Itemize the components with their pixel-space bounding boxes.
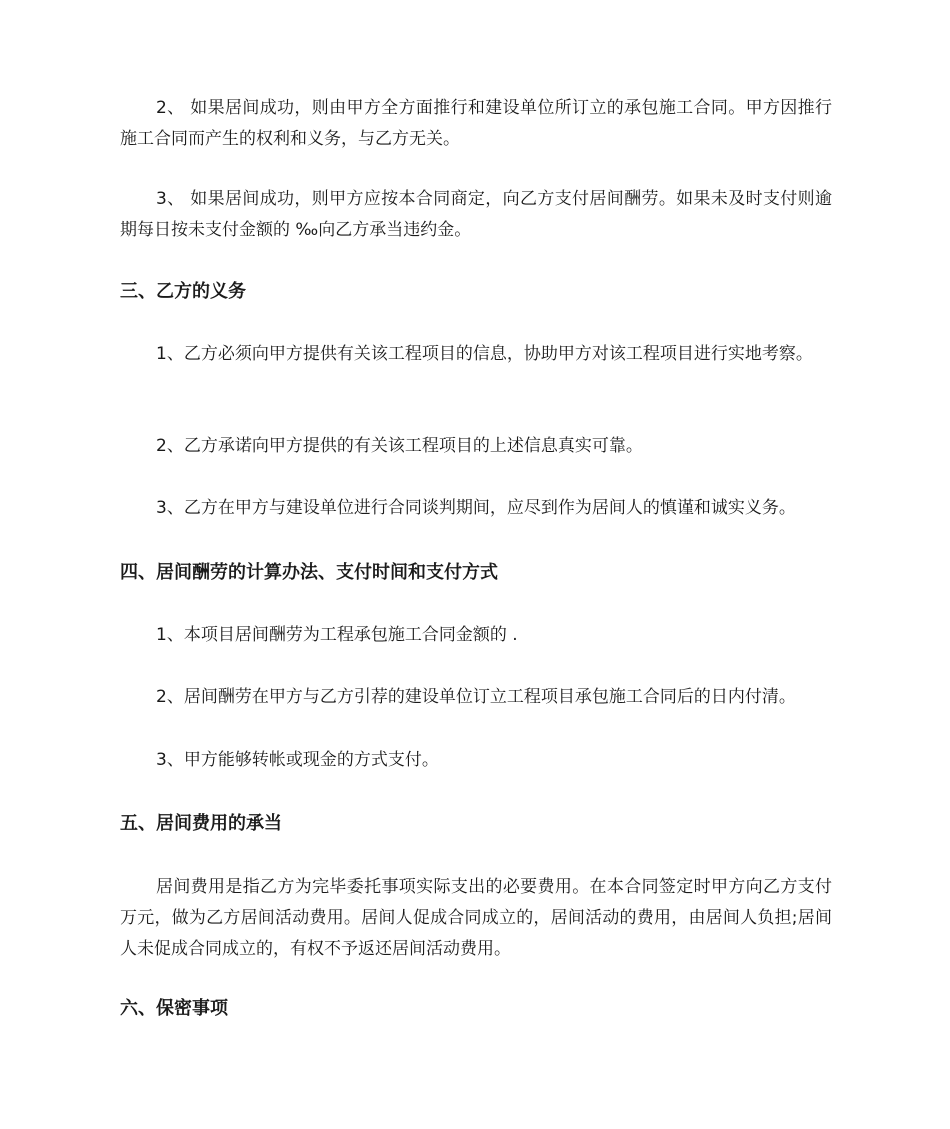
- paragraph-party-b-2: 2、乙方承诺向甲方提供的有关该工程项目的上述信息真实可靠。: [156, 436, 643, 456]
- section-heading-confidentiality: 六、保密事项: [120, 998, 228, 1019]
- paragraph-obligation-2: 2、 如果居间成功，则由甲方全方面推行和建设单位所订立的承包施工合同。甲方因推行施工合同而产生的权利和义务，与乙方无关。: [120, 98, 832, 149]
- section-heading-party-b-obligations: 三、乙方的义务: [120, 281, 246, 302]
- paragraph-expenses: 居间费用是指乙方为完毕委托事项实际支出的必要费用。在本合同签定时甲方向乙方支付 万元，做为乙方居间活动费用。居间人促成合同成立的，居间活动的费用，由居间人负担;居间人未促成合同成立的，有权不予返还居间活动费用。: [120, 877, 832, 959]
- section-heading-remuneration: 四、居间酬劳的计算办法、支付时间和支付方式: [120, 562, 498, 583]
- section-heading-expenses: 五、居间费用的承当: [120, 813, 282, 834]
- paragraph-remuneration-2: 2、居间酬劳在甲方与乙方引荐的建设单位订立工程项目承包施工合同后的日内付清。: [156, 687, 796, 707]
- paragraph-obligation-3: 3、 如果居间成功，则甲方应按本合同商定，向乙方支付居间酬劳。如果未及时支付则逾期每日按未支付金额的 ‰向乙方承当违约金。: [120, 189, 832, 240]
- paragraph-remuneration-3: 3、甲方能够转帐或现金的方式支付。: [156, 750, 439, 770]
- paragraph-remuneration-1: 1、本项目居间酬劳为工程承包施工合同金额的 .: [156, 625, 518, 645]
- paragraph-party-b-3: 3、乙方在甲方与建设单位进行合同谈判期间，应尽到作为居间人的慎谨和诚实义务。: [156, 498, 796, 518]
- paragraph-party-b-1: 1、乙方必须向甲方提供有关该工程项目的信息，协助甲方对该工程项目进行实地考察。: [156, 344, 813, 364]
